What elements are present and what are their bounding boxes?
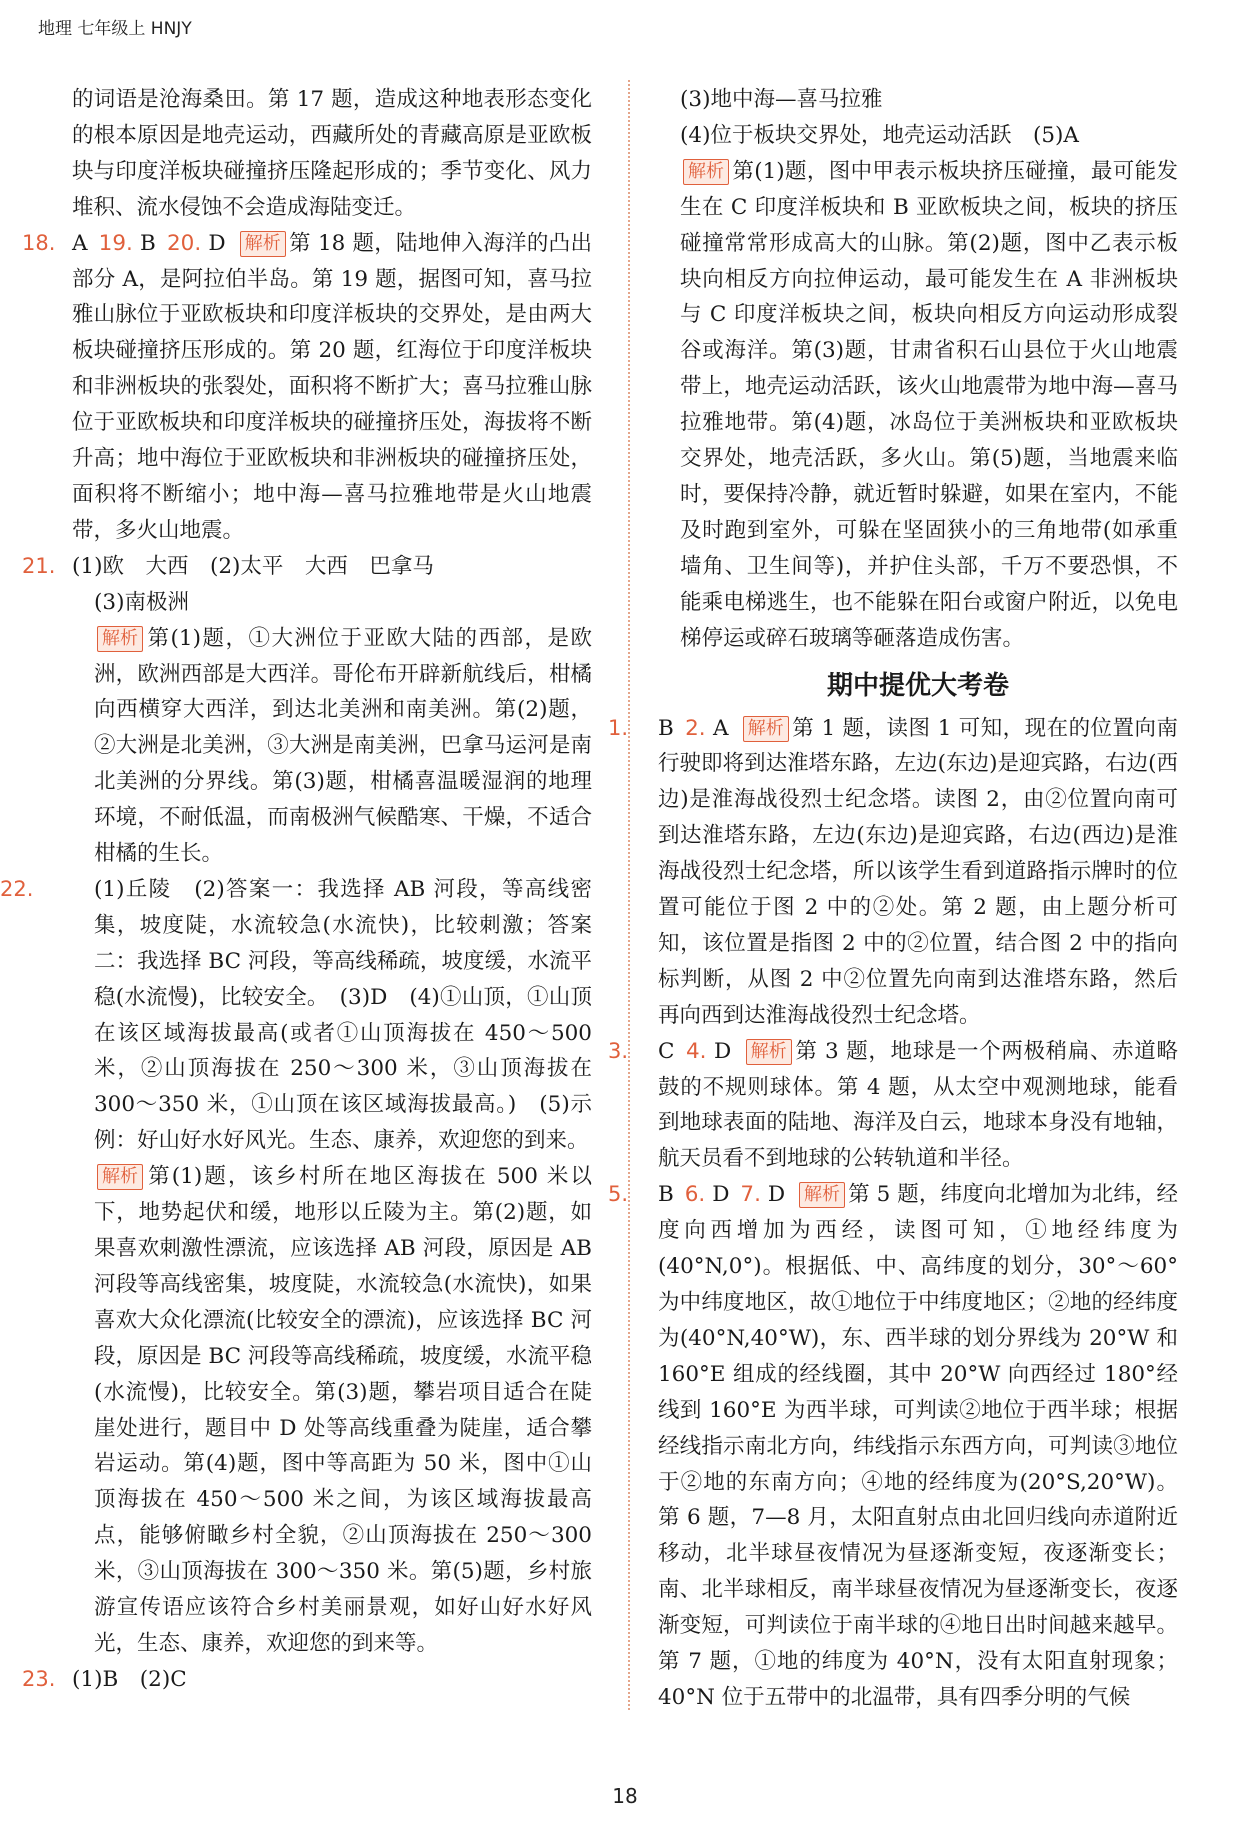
answer-23: (1)B (2)C: [72, 1666, 187, 1692]
question-number-6: 6.: [684, 1182, 706, 1208]
analysis-tag: 解析: [240, 231, 286, 257]
question-number-3: 3.: [608, 1038, 629, 1063]
question-number-1: 1.: [608, 715, 629, 740]
answer-21-line2: (3)南极洲: [94, 589, 189, 615]
question-number-21: 21.: [22, 553, 56, 578]
analysis-text-q18-20: 第 18 题，陆地伸入海洋的凸出部分 A，是阿拉伯半岛。第 19 题，据图可知，喜马拉雅山脉位于亚欧板块和印度洋板块的交界处，是由两大板块碰撞挤压形成的。第 20 题，红海位于印度洋板块和非洲板块的张裂处，面积将不断扩大；喜马拉雅山脉位于亚欧板块和印度洋板块的碰撞挤压处，海拔将不断升高；地中海位于亚欧板块和非洲板块的碰撞挤压处，面积将不断缩小；地中海—喜马拉雅地带是火山地震带，多火山地震。: [72, 230, 592, 543]
answer-2: A: [712, 715, 729, 741]
paragraph-q17-continued: 的词语是沧海桑田。第 17 题，造成这种地表形态变化的根本原因是地壳运动，西藏所处的青藏高原是亚欧板块与印度洋板块碰撞挤压隆起形成的；季节变化、风力堆积、流水侵蚀不会造成海陆变迁。: [72, 87, 592, 220]
answer-block-q1-2: [608, 711, 1178, 1034]
column-divider: [628, 80, 630, 1710]
question-number-19: 19.: [98, 230, 133, 256]
answer-23-line3: (3)地中海—喜马拉雅: [680, 87, 883, 112]
answer-20: D: [208, 230, 226, 256]
analysis-tag: 解析: [683, 159, 729, 185]
analysis-tag: 解析: [97, 626, 143, 652]
analysis-text-q22: 第(1)题，该乡村所在地区海拔在 500 米以下，地势起伏和缓，地形以丘陵为主。第(2)题，如果喜欢刺激性漂流，应该选择 AB 河段，原因是 AB 河段等高线密集，坡度陡，水流较急(水流快)，如果喜欢大众化漂流(比较安全的漂流)，应该选择 BC 河段，原因是 BC 河段等高线稀疏，坡度缓，水流平稳(水流慢)，比较安全。第(3)题，攀岩项目适合在陡崖处进行，题目中 D 处等高线重叠为陡崖，适合攀岩运动。第(4)题，图中等高距为 50 米，图中①山顶海拔在 450～500 米之间，为该区域海拔最高点，能够俯瞰乡村全貌，②山顶海拔在 250～300 米，③山顶海拔在 300～350 米。第(5)题，乡村旅游宣传语应该符合乡村美丽景观，如好山好水好风光，生态、康养，欢迎您的到来等。: [94, 1164, 592, 1656]
answer-19: B: [140, 230, 156, 256]
analysis-tag: 解析: [799, 1182, 845, 1208]
analysis-text-q3-4: 第 3 题，地球是一个两极稍扁、赤道略鼓的不规则球体。第 4 题，从太空中观测地球，能看到地球表面的陆地、海洋及白云，地球本身没有地轴，航天员看不到地球的公转轨道和半径。: [658, 1038, 1178, 1172]
analysis-block-q22: [72, 1159, 592, 1662]
page-number: 18: [612, 1784, 638, 1808]
analysis-text-q23: 第(1)题，图中甲表示板块挤压碰撞，最可能发生在 C 印度洋板块和 B 亚欧板块之间，板块的挤压碰撞常常形成高大的山脉。第(2)题，图中乙表示板块向相反方向拉伸运动，最可能发生在 A 非洲板块与 C 印度洋板块之间，板块向相反方向运动形成裂谷或海洋。第(3)题，甘肃省积石山县位于火山地震带上，地壳运动活跃，该火山地震带为地中海—喜马拉雅地带。第(4)题，冰岛位于美洲板块和亚欧板块交界处，地壳活跃，多火山。第(5)题，当地震来临时，要保持冷静，就近暂时躲避，如果在室内，不能及时跑到室外，可躲在坚固狭小的三角地带(如承重墙角、卫生间等)，并护住头部，千万不要恐惧，不能乘电梯逃生，也不能躲在阳台或窗户附近，以免电梯停运或碎石玻璃等砸落造成伤害。: [680, 158, 1178, 651]
answer-block-q23: [22, 1662, 592, 1698]
right-column: [608, 82, 1178, 1716]
answer-block-q18-20: [22, 226, 592, 549]
question-number-5: 5.: [608, 1182, 629, 1207]
analysis-text-q21: 第(1)题，①大洲位于亚欧大陆的西部，是欧洲，欧洲西部是大西洋。哥伦布开辟新航线后，柑橘向西横穿大西洋，到达北美洲和南美洲。第(2)题，②大洲是北美洲，③大洲是南美洲，巴拿马运河是南北美洲的分界线。第(3)题，柑橘喜温暖湿润的地理环境，不耐低温，而南极洲气候酷寒、干燥，不适合柑橘的生长。: [94, 625, 592, 867]
answer-block-q22: [0, 872, 592, 1159]
answer-21-line1: (1)欧 大西 (2)太平 大西 巴拿马: [72, 553, 434, 579]
section-title: 期中提优大考卷: [826, 670, 1009, 701]
question-number-20: 20.: [166, 230, 202, 256]
question-number-23: 23.: [22, 1666, 56, 1691]
answer-block-q5-7: [608, 1177, 1178, 1716]
analysis-tag: 解析: [743, 716, 789, 742]
answer-23-line4: (4)位于板块交界处，地壳运动活跃 (5)A: [680, 122, 1079, 148]
answer-5: B: [658, 1182, 674, 1208]
analysis-tag: 解析: [746, 1039, 792, 1065]
answer-4: D: [713, 1038, 732, 1064]
left-column: [0, 82, 592, 1698]
answer-block-q21: [22, 549, 592, 585]
analysis-block-q21: [72, 621, 592, 872]
answer-6: D: [712, 1182, 730, 1208]
analysis-text-q5-7: 第 5 题，纬度向北增加为北纬，经度向西增加为西经，读图可知，①地经纬度为(40°N,0°)。根据低、中、高纬度的划分，30°～60°为中纬度地区，故①地位于中纬度地区；②地的经纬度为(40°N,40°W)，东、西半球的划分界线为 20°W 和 160°E 组成的经线圈，其中 20°W 向西经过 180°经线到 160°E 为西半球，可判读②地位于西半球；根据经线指示南北方向，纬线指示东西方向，可判读③地位于②地的东南方向；④地的经纬度为(20°S,20°W)。第 6 题，7—8 月，太阳直射点由北回归线向赤道附近移动，北半球昼夜情况为昼逐渐变短，夜逐渐变长；南、北半球相反，南半球昼夜情况为昼逐渐变长，夜逐渐变短，可判读位于南半球的④地日出时间越来越早。第 7 题，①地的纬度为 40°N，没有太阳直射现象；40°N 位于五带中的北温带，具有四季分明的气候: [658, 1182, 1178, 1710]
answer-3: C: [658, 1038, 675, 1064]
question-number-2: 2.: [685, 715, 706, 741]
analysis-text-q1-2: 第 1 题，读图 1 可知，现在的位置向南行驶即将到达淮塔东路，左边(东边)是迎宾路，右边(西边)是淮海战役烈士纪念塔。读图 2，由②位置向南可到达淮塔东路，左边(东边)是迎宾路，右边(西边)是淮海战役烈士纪念塔，所以该学生看到道路指示牌时的位置可能位于图 2 中的②处。第 2 题，由上题分析可知，该位置是指图 2 中的②位置，结合图 2 中的指向标判断，从图 2 中②位置先向南到达淮塔东路，然后再向西到达淮海战役烈士纪念塔。: [658, 715, 1178, 1028]
answer-block-q3-4: [608, 1034, 1178, 1178]
answer-18: A: [72, 230, 88, 256]
question-number-7: 7.: [740, 1182, 761, 1208]
analysis-block-q23: [658, 154, 1178, 657]
analysis-tag: 解析: [97, 1164, 143, 1190]
answer-22: (1)丘陵 (2)答案一：我选择 AB 河段，等高线密集，坡度陡，水流较急(水流快)，比较刺激；答案二：我选择 BC 河段，等高线稀疏，坡度缓，水流平稳(水流慢)，比较安全。 (3)D (4)①山顶，①山顶在该区域海拔最高(或者①山顶海拔在 450～500 米，②山顶海拔在 250～300 米，③山顶海拔在 300～350 米，①山顶在该区域海拔最高。) (5)示例：好山好水好风光。生态、康养，欢迎您的到来。: [94, 876, 592, 1154]
question-number-22: 22.: [0, 876, 34, 901]
answer-1: B: [658, 715, 674, 741]
answer-7: D: [767, 1182, 786, 1208]
question-number-18: 18.: [22, 230, 56, 255]
question-number-4: 4.: [685, 1038, 707, 1064]
page-header: 地理 七年级上 HNJY: [38, 19, 192, 39]
